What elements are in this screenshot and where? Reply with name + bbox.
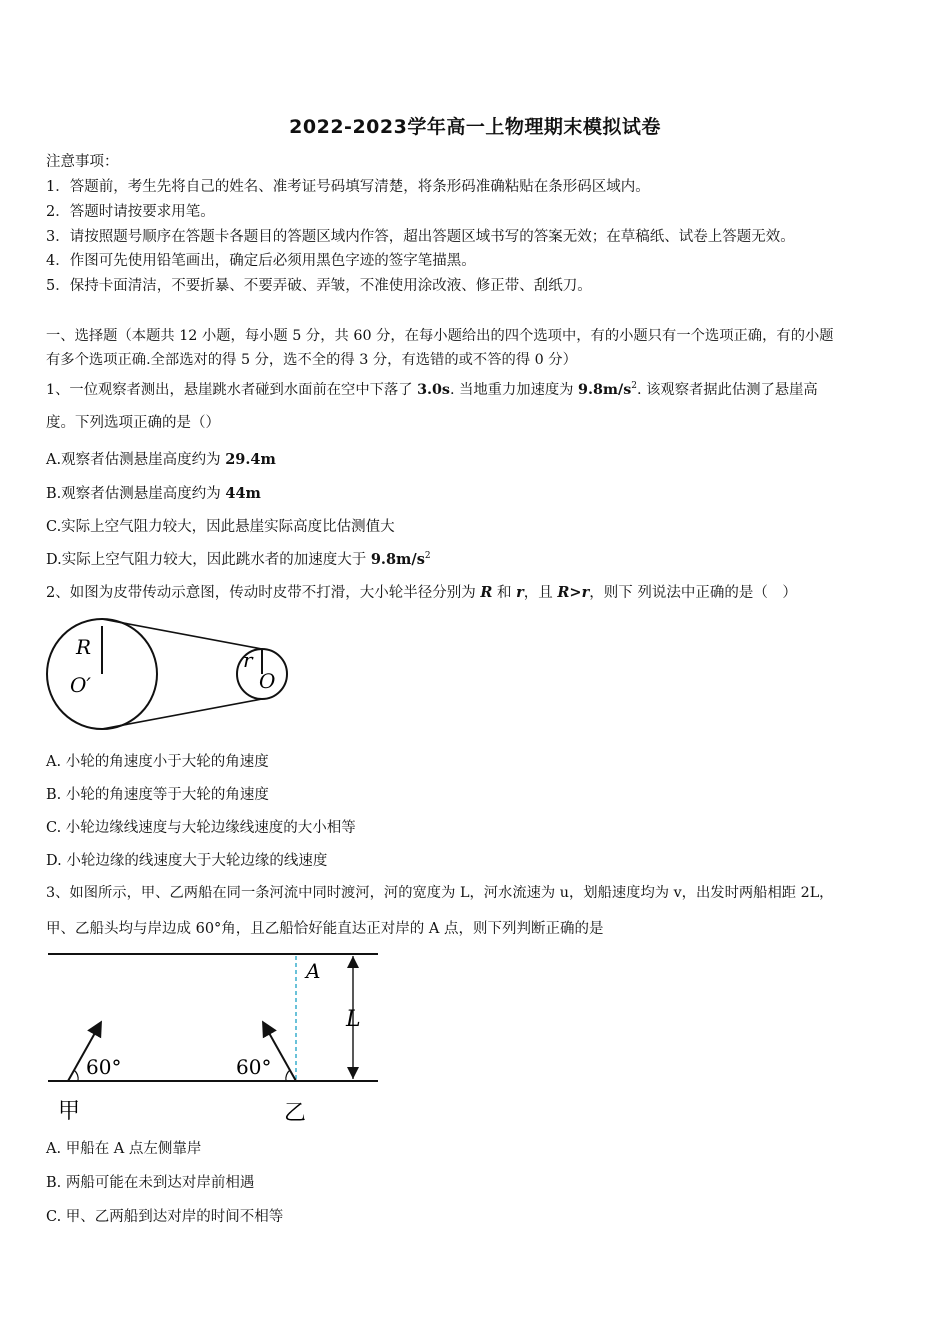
q2-R-gt-r: R>r — [557, 584, 590, 601]
width-arrow-up — [347, 956, 359, 968]
angle-arc-jia — [74, 1070, 78, 1081]
q1-stem-text: . 当地重力加速度为 — [450, 381, 579, 398]
q1-option-d-text: D.实际上空气阻力较大，因此跳水者的加速度大于 — [46, 552, 371, 568]
q2-stem-text: ，且 — [523, 585, 558, 601]
big-center-label: O′ — [70, 673, 91, 697]
notice-item: 4．作图可先使用铅笔画出，确定后必须用黑色字迹的签字笔描黑。 — [46, 253, 476, 269]
section-heading-line1: 一、选择题（本题共 12 小题，每小题 5 分，共 60 分，在每小题给出的四个选项中，有的小题只有一个选项正确，有的小题 — [46, 328, 834, 344]
q3-option-b: B. 两船可能在未到达对岸前相遇 — [46, 1175, 255, 1191]
q2-r: r — [516, 584, 524, 601]
angle-label-yi: 60° — [236, 1055, 272, 1079]
q2-stem-text: 和 — [492, 585, 517, 601]
notice-item: 3．请按照题号顺序在答题卡各题目的答题区域内作答，超出答题区域书写的答案无效；在草稿纸、试卷上答题无效。 — [46, 229, 795, 245]
q2-stem-text: ，则下 列说法中正确的是（ ） — [589, 585, 797, 601]
boat-jia-label: 甲 — [58, 1099, 81, 1124]
angle-label-jia: 60° — [86, 1055, 122, 1079]
q2-option-d: D. 小轮边缘的线速度大于大轮边缘的线速度 — [46, 853, 328, 869]
q1-option-a-value: 29.4m — [225, 451, 276, 468]
q2-option-c: C. 小轮边缘线速度与大轮边缘线速度的大小相等 — [46, 820, 356, 836]
section-heading-line2: 有多个选项正确.全部选对的得 5 分，选不全的得 3 分，有选错的或不答的得 0 分） — [46, 352, 577, 368]
river-crossing-figure — [44, 948, 384, 1128]
q1-stem-cont: 度。下列选项正确的是（） — [46, 415, 220, 431]
boat-yi-label: 乙 — [284, 1101, 307, 1126]
q1-stem-text: . 该观察者据此估测了悬崖高 — [637, 381, 818, 398]
notice-item: 1．答题前，考生先将自己的姓名、准考证号码填写清楚，将条形码准确粘贴在条形码区域内。 — [46, 179, 650, 195]
q2-stem — [46, 583, 797, 603]
belt-top — [102, 619, 262, 649]
big-radius-label: R — [76, 635, 92, 659]
point-A-label: A — [306, 959, 321, 983]
q2-stem-text: 2、如图为皮带传动示意图，传动时皮带不打滑，大小轮半径分别为 — [46, 585, 481, 601]
small-radius-label: r — [243, 648, 253, 672]
q1-time: 3.0s — [417, 381, 450, 398]
q1-option-a — [46, 448, 276, 469]
q3-stem-line1: 3、如图所示，甲、乙两船在同一条河流中同时渡河，河的宽度为 L，河水流速为 u，划船速度均为 v，出发时两船相距 2L， — [46, 885, 834, 901]
q3-option-a: A. 甲船在 A 点左侧靠岸 — [46, 1141, 202, 1157]
q2-R: R — [480, 584, 493, 601]
q2-option-a: A. 小轮的角速度小于大轮的角速度 — [46, 754, 269, 770]
q3-option-c: C. 甲、乙两船到达对岸的时间不相等 — [46, 1209, 284, 1225]
q1-gravity-sup: 2 — [631, 381, 638, 391]
q3-stem-line2: 甲、乙船头均与岸边成 60°角，且乙船恰好能直达正对岸的 A 点，则下列判断正确的是 — [46, 921, 604, 937]
notice-item: 2．答题时请按要求用笔。 — [46, 204, 215, 220]
q1-option-b — [46, 482, 261, 503]
width-arrow-down — [347, 1067, 359, 1079]
q1-gravity: 9.8m/s — [578, 381, 632, 398]
page-title: 2022-2023学年高一上物理期末模拟试卷 — [289, 116, 661, 138]
q1-option-b-value: 44m — [225, 485, 261, 502]
notice-item: 5．保持卡面清洁，不要折暴、不要弄破、弄皱，不准使用涂改液、修正带、刮纸刀。 — [46, 278, 592, 294]
q1-option-d-value: 9.8m/s — [370, 551, 425, 568]
q2-option-b: B. 小轮的角速度等于大轮的角速度 — [46, 787, 269, 803]
angle-arc-yi — [286, 1070, 290, 1081]
q1-option-b-text: B.观察者估测悬崖高度约为 — [46, 486, 226, 502]
width-L-label: L — [346, 1007, 361, 1032]
belt-drive-figure — [44, 612, 294, 738]
q1-option-c: C.实际上空气阻力较大，因此悬崖实际高度比估测值大 — [46, 519, 395, 535]
q1-stem — [46, 376, 818, 400]
q1-stem-text: 1、一位观察者测出，悬崖跳水者碰到水面前在空中下落了 — [46, 381, 418, 398]
q1-option-a-text: A.观察者估测悬崖高度约为 — [46, 452, 226, 468]
small-center-label: O — [259, 669, 276, 693]
belt-bottom — [102, 699, 262, 729]
q1-option-d-sup: 2 — [424, 551, 431, 562]
q1-option-d — [46, 548, 431, 569]
notice-heading: 注意事项： — [46, 154, 119, 170]
